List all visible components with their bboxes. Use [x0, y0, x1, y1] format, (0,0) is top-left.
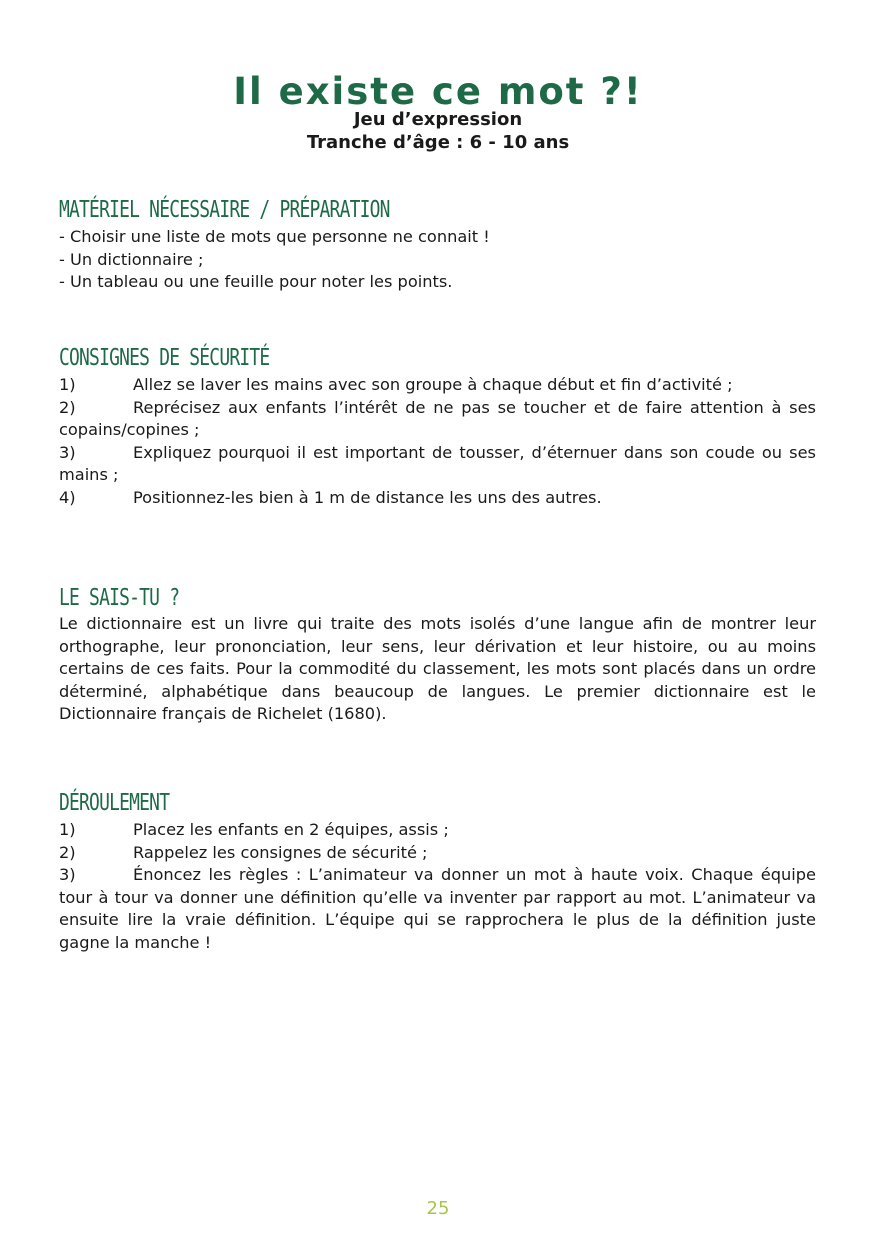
saistu-paragraph: Le dictionnaire est un livre qui traite des mots isolés d’une langue afin de montrer leur orthographe, leur prononciation, leur sens, leur dérivation et leur histoire, ou au moins certains de ces faits. Pour la commodité du classement, les mots sont placés dans un ordre déterminé, alphabétique dans beaucoup de langues. Le premier dictionnaire est le Dictionnaire français de Richelet (1680). — [59, 614, 816, 723]
item-number: 3) — [59, 442, 76, 462]
list-item — [59, 864, 816, 954]
item-number: 4) — [59, 487, 76, 507]
item-number: 3) — [59, 865, 76, 884]
list-item — [59, 374, 816, 397]
item-text: Positionnez-les bien à 1 m de distance les uns des autres. — [133, 487, 602, 507]
list-item: - Choisir une liste de mots que personne ne connait ! — [59, 227, 490, 246]
list-item — [59, 442, 816, 487]
securite-list — [59, 374, 816, 509]
item-text: Rappelez les consignes de sécurité ; — [133, 842, 428, 862]
item-text: Placez les enfants en 2 équipes, assis ; — [133, 820, 449, 839]
list-item: - Un dictionnaire ; — [59, 249, 204, 269]
deroulement-heading: DÉROULEMENT — [59, 790, 170, 816]
list-item — [59, 842, 816, 865]
item-number: 2) — [59, 397, 76, 417]
item-number: 1) — [59, 375, 76, 394]
deroulement-list — [59, 819, 816, 954]
materiel-list — [59, 226, 816, 294]
item-number: 1) — [59, 820, 76, 839]
list-item — [59, 487, 816, 510]
item-text: Allez se laver les mains avec son groupe à chaque début et fin d’activité ; — [133, 375, 733, 394]
item-text: Expliquez pourquoi il est important de tousser, d’éternuer dans son coude ou ses mains ; — [59, 442, 816, 484]
securite-heading: CONSIGNES DE SÉCURITÉ — [59, 345, 270, 371]
page-title: Il existe ce mot ?! — [233, 70, 643, 113]
game-type: Jeu d’expression — [353, 109, 523, 130]
page-number: 25 — [426, 1198, 450, 1219]
item-text: Reprécisez aux enfants l’intérêt de ne pas se toucher et de faire attention à ses copains/copines ; — [59, 397, 816, 439]
list-item — [59, 397, 816, 442]
materiel-heading: MATÉRIEL NÉCESSAIRE / PRÉPARATION — [59, 197, 390, 223]
item-number: 2) — [59, 842, 76, 862]
list-item — [59, 819, 816, 842]
item-text: Énoncez les règles : L’animateur va donner un mot à haute voix. Chaque équipe tour à tour va donner une définition qu’elle va inventer par rapport au mot. L’animateur va ensuite lire la vraie définition. L’équipe qui se rapprochera le plus de la définition juste gagne la manche ! — [59, 865, 816, 952]
saistu-heading: LE SAIS-TU ? — [59, 585, 180, 611]
age-range: Tranche d’âge : 6 - 10 ans — [306, 132, 570, 153]
list-item: - Un tableau ou une feuille pour noter les points. — [59, 272, 453, 291]
